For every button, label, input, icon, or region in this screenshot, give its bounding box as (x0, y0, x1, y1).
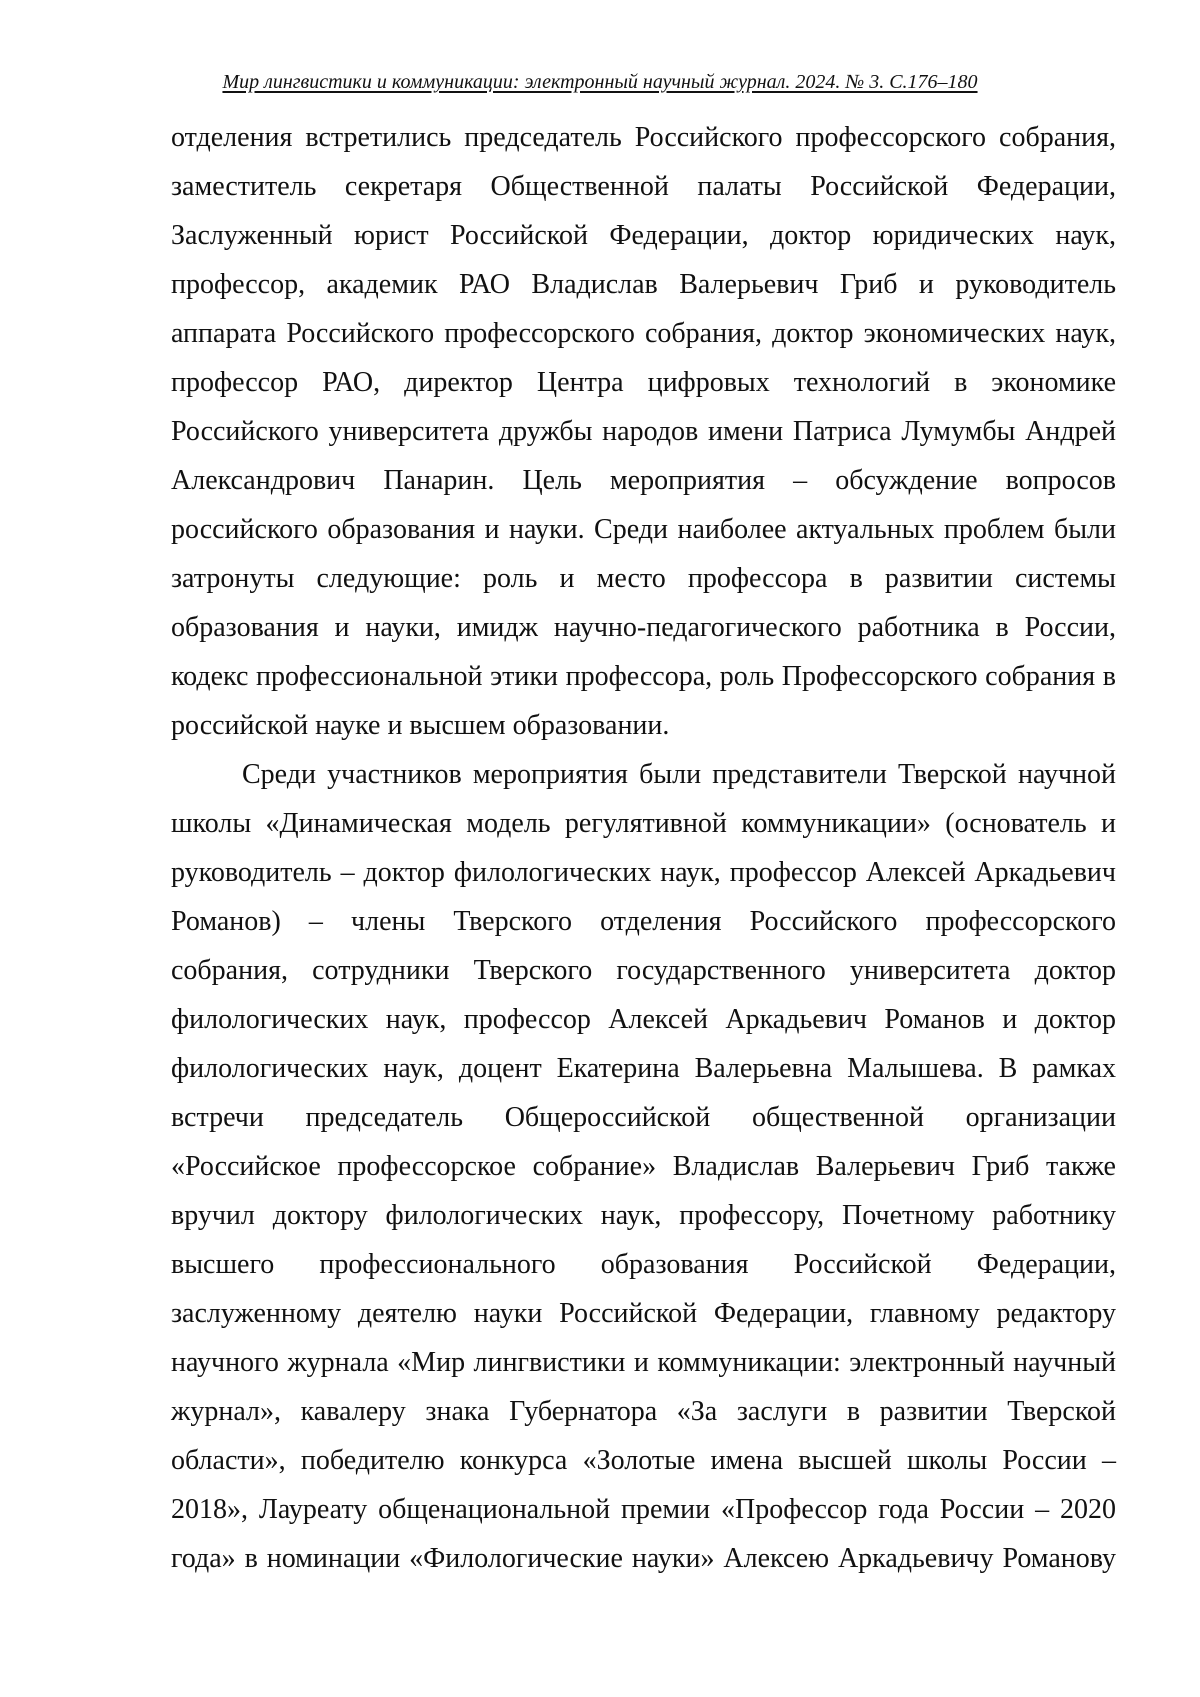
text-line: «Российское профессорское собрание» Владислав Валерьевич Гриб также (171, 1151, 1116, 1182)
text-line: Среди участников мероприятия были представители Тверской научной (242, 759, 1116, 790)
text-line: Заслуженный юрист Российской Федерации, доктор юридических наук, (171, 220, 1116, 251)
journal-running-header: Мир лингвистики и коммуникации: электронный научный журнал. 2024. № 3. С.176–180 (222, 71, 978, 93)
text-line: научного журнала «Мир лингвистики и коммуникации: электронный научный (171, 1347, 1116, 1378)
text-line: Российского университета дружбы народов имени Патриса Лумумбы Андрей (171, 416, 1116, 447)
text-line: профессор РАО, директор Центра цифровых технологий в экономике (171, 367, 1116, 398)
text-line: руководитель – доктор филологических наук, профессор Алексей Аркадьевич (171, 857, 1116, 888)
text-line: профессор, академик РАО Владислав Валерьевич Гриб и руководитель (171, 269, 1116, 300)
text-line: российской науке и высшем образовании. (171, 710, 670, 741)
text-line: года» в номинации «Филологические науки» Алексею Аркадьевичу Романову (171, 1543, 1116, 1574)
text-line: затронуты следующие: роль и место профессора в развитии системы (171, 563, 1116, 594)
text-line: журнал», кавалеру знака Губернатора «За заслуги в развитии Тверской (171, 1396, 1116, 1427)
text-line: области», победителю конкурса «Золотые имена высшей школы России – (171, 1445, 1116, 1476)
text-line: Романов) – члены Тверского отделения Российского профессорского (171, 906, 1116, 937)
text-line: заслуженному деятелю науки Российской Федерации, главному редактору (171, 1298, 1116, 1329)
text-line: школы «Динамическая модель регулятивной коммуникации» (основатель и (171, 808, 1116, 839)
text-line: собрания, сотрудники Тверского государственного университета доктор (171, 955, 1116, 986)
text-line: аппарата Российского профессорского собрания, доктор экономических наук, (171, 318, 1116, 349)
paragraph (171, 750, 1116, 1583)
text-line: филологических наук, профессор Алексей Аркадьевич Романов и доктор (171, 1004, 1116, 1035)
text-line: вручил доктору филологических наук, профессору, Почетному работнику (171, 1200, 1116, 1231)
text-line: Александрович Панарин. Цель мероприятия – обсуждение вопросов (171, 465, 1116, 496)
text-line: отделения встретились председатель Российского профессорского собрания, (171, 122, 1116, 153)
text-line: высшего профессионального образования Российской Федерации, (171, 1249, 1116, 1280)
paragraph (171, 113, 1116, 750)
text-line: заместитель секретаря Общественной палаты Российской Федерации, (171, 171, 1116, 202)
text-line: российского образования и науки. Среди наиболее актуальных проблем были (171, 514, 1116, 545)
text-line: встречи председатель Общероссийской общественной организации (171, 1102, 1116, 1133)
text-line: филологических наук, доцент Екатерина Валерьевна Малышева. В рамках (171, 1053, 1116, 1084)
text-line: образования и науки, имидж научно-педагогического работника в России, (171, 612, 1116, 643)
text-line: кодекс профессиональной этики профессора, роль Профессорского собрания в (171, 661, 1116, 692)
article-body (171, 113, 1116, 1583)
text-line: 2018», Лауреату общенациональной премии «Профессор года России – 2020 (171, 1494, 1116, 1525)
